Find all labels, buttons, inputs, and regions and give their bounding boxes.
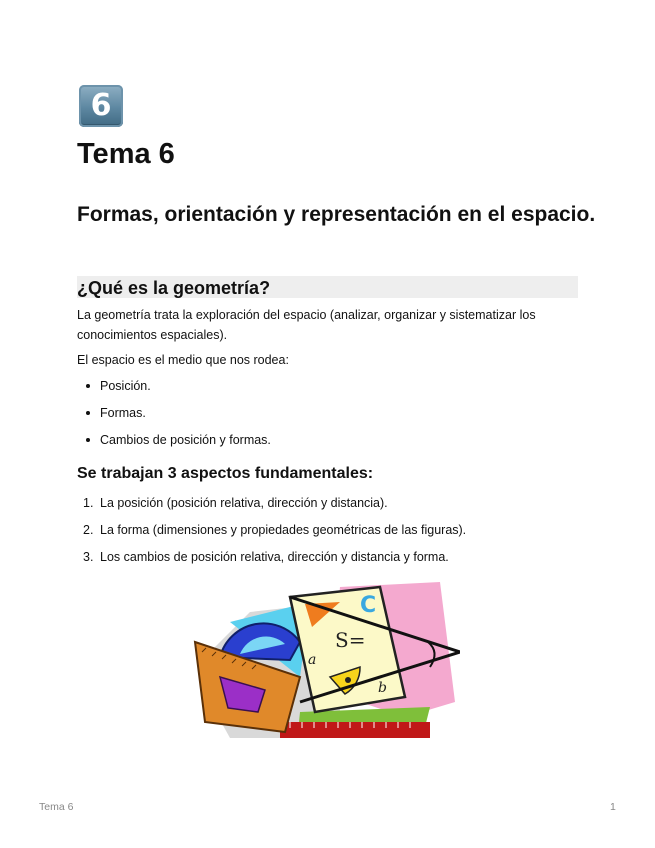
list-item <box>77 430 271 457</box>
list-item <box>77 493 466 520</box>
bullet-list <box>77 376 271 457</box>
list-item <box>77 376 271 403</box>
page-number: 1 <box>610 801 616 813</box>
list-item <box>77 403 271 430</box>
list-item <box>77 547 466 574</box>
bullet-icon <box>86 384 90 388</box>
geometry-tools-icon <box>190 582 460 738</box>
bullet-icon <box>86 438 90 442</box>
letter-a: a <box>308 652 317 668</box>
list-item-text: Formas. <box>100 406 146 420</box>
bullet-icon <box>86 411 90 415</box>
intro-paragraph: La geometría trata la exploración del espacio (analizar, organizar y sistematizar los conocimientos espaciales). <box>77 308 536 342</box>
page-subtitle: Formas, orientación y representación en el espacio. <box>77 203 596 226</box>
list-item <box>77 520 466 547</box>
footer-title: Tema 6 <box>39 801 74 813</box>
letter-s: S= <box>335 628 366 652</box>
letter-c: C <box>360 593 377 618</box>
list-number: 3. <box>83 550 94 564</box>
list-item-text: Los cambios de posición relativa, dirección y distancia y forma. <box>100 550 449 564</box>
list-number: 1. <box>83 496 94 510</box>
space-paragraph: El espacio es el medio que nos rodea: <box>77 353 289 367</box>
list-item-text: La posición (posición relativa, dirección y distancia). <box>100 496 388 510</box>
list-item-text: Cambios de posición y formas. <box>100 433 271 447</box>
geometry-tools-illustration <box>190 582 460 738</box>
aspects-heading: Se trabajan 3 aspectos fundamentales: <box>77 465 374 482</box>
numbered-list <box>77 493 466 574</box>
section-heading: ¿Qué es la geometría? <box>77 276 578 298</box>
list-item-text: La forma (dimensiones y propiedades geométricas de las figuras). <box>100 523 467 537</box>
chapter-number-badge: 6 <box>79 85 123 127</box>
list-number: 2. <box>83 523 94 537</box>
list-item-text: Posición. <box>100 379 151 393</box>
letter-b: b <box>378 680 387 696</box>
page-title: Tema 6 <box>77 138 175 170</box>
